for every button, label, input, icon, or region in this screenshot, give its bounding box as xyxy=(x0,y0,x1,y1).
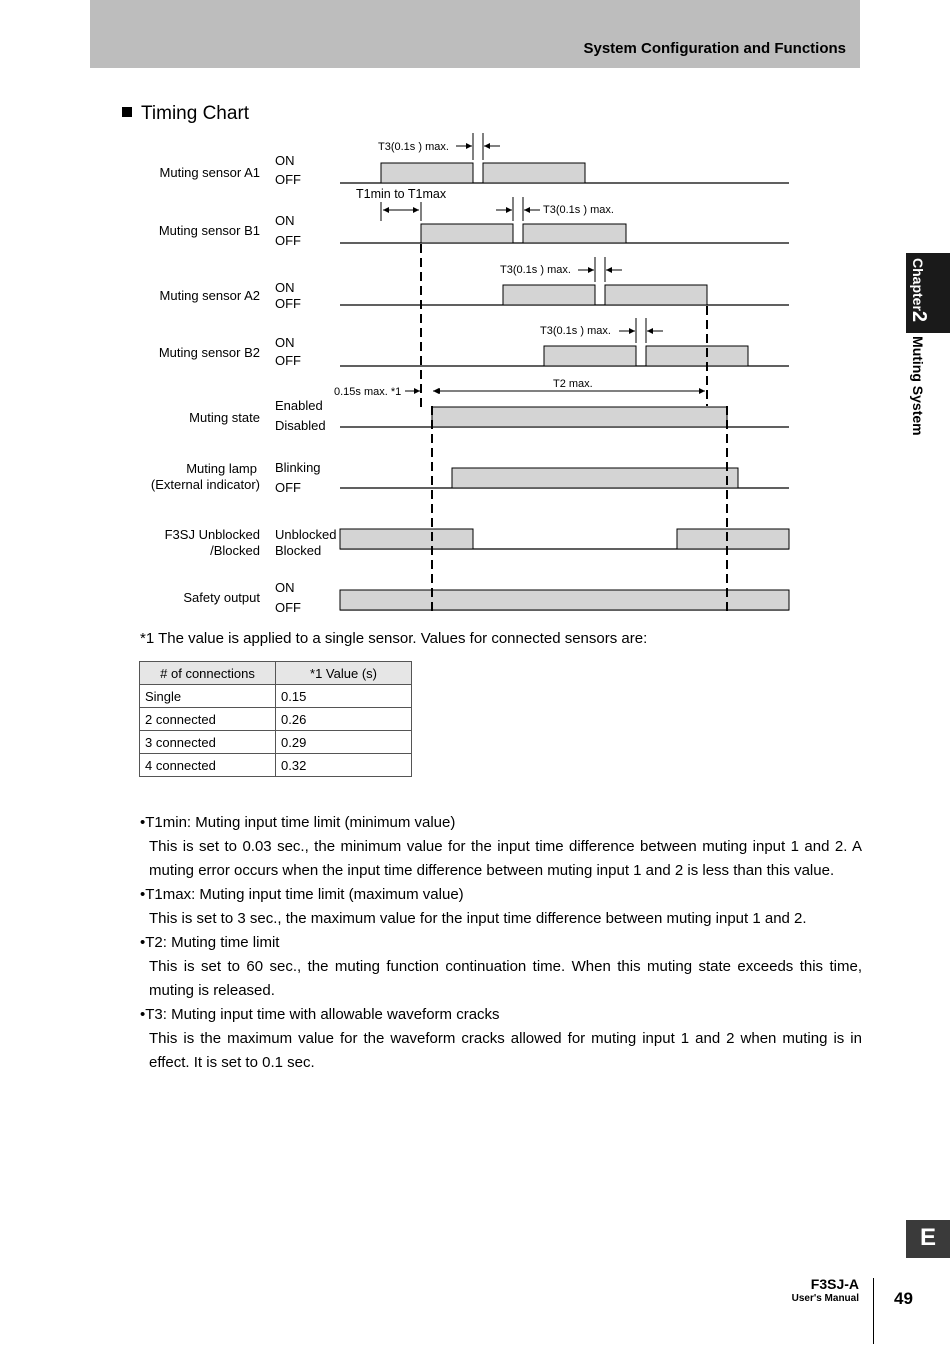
label-delay: 0.15s max. *1 xyxy=(334,386,402,398)
state-label-b1-on: ON xyxy=(275,213,295,228)
table-cell: 0.26 xyxy=(276,708,412,731)
pulse-a1-2 xyxy=(483,163,585,183)
definition-term-t1min: •T1min: Muting input time limit (minimum value) xyxy=(140,814,456,831)
state-label-b2-on: ON xyxy=(275,335,295,350)
definition-desc-t1max: This is set to 3 sec., the maximum value for the input time difference between muting input 1 and 2. xyxy=(149,910,807,927)
chapter-label: Chapter xyxy=(910,258,926,311)
footnote: *1 The value is applied to a single sensor. Values for connected sensors are: xyxy=(140,630,648,647)
state-label-b2-off: OFF xyxy=(275,353,301,368)
annotation-t3-a1 xyxy=(456,133,500,160)
table-row xyxy=(140,754,412,777)
footer-model: F3SJ-A xyxy=(810,1276,859,1292)
pulse-b2-2 xyxy=(646,346,748,366)
pulse-a2-2 xyxy=(605,285,707,305)
pulse-a1-1 xyxy=(381,163,473,183)
label-t1: T1min to T1max xyxy=(356,187,447,201)
label-t3-a1: T3(0.1s ) max. xyxy=(378,141,449,153)
chapter-number: 2 xyxy=(908,310,930,323)
pulse-unblocked-1 xyxy=(340,529,473,549)
footer-subtitle: User's Manual xyxy=(791,1293,859,1304)
annotation-t3-a2 xyxy=(578,257,622,282)
state-label-muting-disabled: Disabled xyxy=(275,418,326,433)
table-header-connections: # of connections xyxy=(140,662,276,685)
state-label-a1-on: ON xyxy=(275,153,295,168)
table-header-value: *1 Value (s) xyxy=(276,662,412,685)
pulse-b1-2 xyxy=(523,224,626,243)
signal-name-muting-state: Muting state xyxy=(189,410,260,425)
table-cell: 0.15 xyxy=(276,685,412,708)
state-label-a1-off: OFF xyxy=(275,172,301,187)
table-cell: 0.32 xyxy=(276,754,412,777)
signal-name-b1: Muting sensor B1 xyxy=(158,223,260,238)
state-label-safety-on: ON xyxy=(275,580,295,595)
label-t2: T2 max. xyxy=(553,378,593,390)
definition-term-t3: •T3: Muting input time with allowable waveform cracks xyxy=(140,1006,500,1023)
signal-name-safety-output: Safety output xyxy=(183,590,260,605)
annotation-t3-b1 xyxy=(496,197,540,221)
annotation-t3-b2 xyxy=(619,318,663,343)
table-cell: 2 connected xyxy=(140,708,276,731)
signal-name-f3sj-sub: /Blocked xyxy=(210,543,260,558)
table-row xyxy=(140,685,412,708)
pulse-safety-on xyxy=(340,590,789,610)
signal-name-muting-lamp-sub: (External indicator) xyxy=(150,477,260,492)
table-row xyxy=(140,708,412,731)
chapter-title: Muting System xyxy=(910,336,926,436)
state-label-unblocked: Unblocked xyxy=(275,527,337,542)
table-cell: 3 connected xyxy=(140,731,276,754)
state-label-lamp-blinking: Blinking xyxy=(275,460,321,475)
definitions-list xyxy=(140,811,862,1075)
table-cell: 4 connected xyxy=(140,754,276,777)
signal-name-a2: Muting sensor A2 xyxy=(159,288,260,303)
signal-name-muting-lamp: Muting lamp xyxy=(186,461,257,476)
section-title-text: Timing Chart xyxy=(141,103,250,124)
label-t3-b2: T3(0.1s ) max. xyxy=(540,325,611,337)
annotation-t1 xyxy=(381,202,421,221)
state-label-a2-off: OFF xyxy=(275,296,301,311)
state-label-a2-on: ON xyxy=(275,280,295,295)
page-number: 49 xyxy=(894,1289,913,1308)
connections-table xyxy=(139,661,412,777)
state-label-b1-off: OFF xyxy=(275,233,301,248)
language-tab: E xyxy=(906,1220,950,1258)
pulse-b2-1 xyxy=(544,346,636,366)
header-title: System Configuration and Functions xyxy=(583,40,846,57)
definition-term-t2: •T2: Muting time limit xyxy=(140,934,280,951)
state-label-blocked: Blocked xyxy=(275,543,322,558)
timing-chart xyxy=(0,0,950,630)
definition-desc-t1min: This is set to 0.03 sec., the minimum value for the input time difference between muting input 1 and 2. A muting error occurs when the input time difference between muting input 1 and 2 is less than this value. xyxy=(149,838,862,879)
label-t3-a2: T3(0.1s ) max. xyxy=(500,264,571,276)
pulse-a2-1 xyxy=(503,285,595,305)
state-label-muting-enabled: Enabled xyxy=(275,398,323,413)
pulse-muting-enabled xyxy=(432,407,727,427)
signal-name-a1: Muting sensor A1 xyxy=(159,165,260,180)
table-row xyxy=(140,731,412,754)
table-cell: Single xyxy=(140,685,276,708)
table-header-row xyxy=(140,662,412,685)
pulse-lamp-blinking xyxy=(452,468,738,488)
pulse-b1-1 xyxy=(421,224,513,243)
label-t3-b1: T3(0.1s ) max. xyxy=(543,204,614,216)
signal-name-f3sj: F3SJ Unblocked xyxy=(164,527,260,542)
signal-name-b2: Muting sensor B2 xyxy=(158,345,260,360)
definition-desc-t3: This is the maximum value for the waveform cracks allowed for muting input 1 and 2 when muting is in effect. It is set to 0.1 sec. xyxy=(149,1030,862,1071)
pulse-unblocked-2 xyxy=(677,529,789,549)
table-cell: 0.29 xyxy=(276,731,412,754)
state-label-safety-off: OFF xyxy=(275,600,301,615)
state-label-lamp-off: OFF xyxy=(275,480,301,495)
footer-divider xyxy=(873,1278,874,1344)
definition-term-t1max: •T1max: Muting input time limit (maximum value) xyxy=(140,886,464,903)
definition-desc-t2: This is set to 60 sec., the muting function continuation time. When this muting state exceeds this time, muting is released. xyxy=(149,958,862,999)
